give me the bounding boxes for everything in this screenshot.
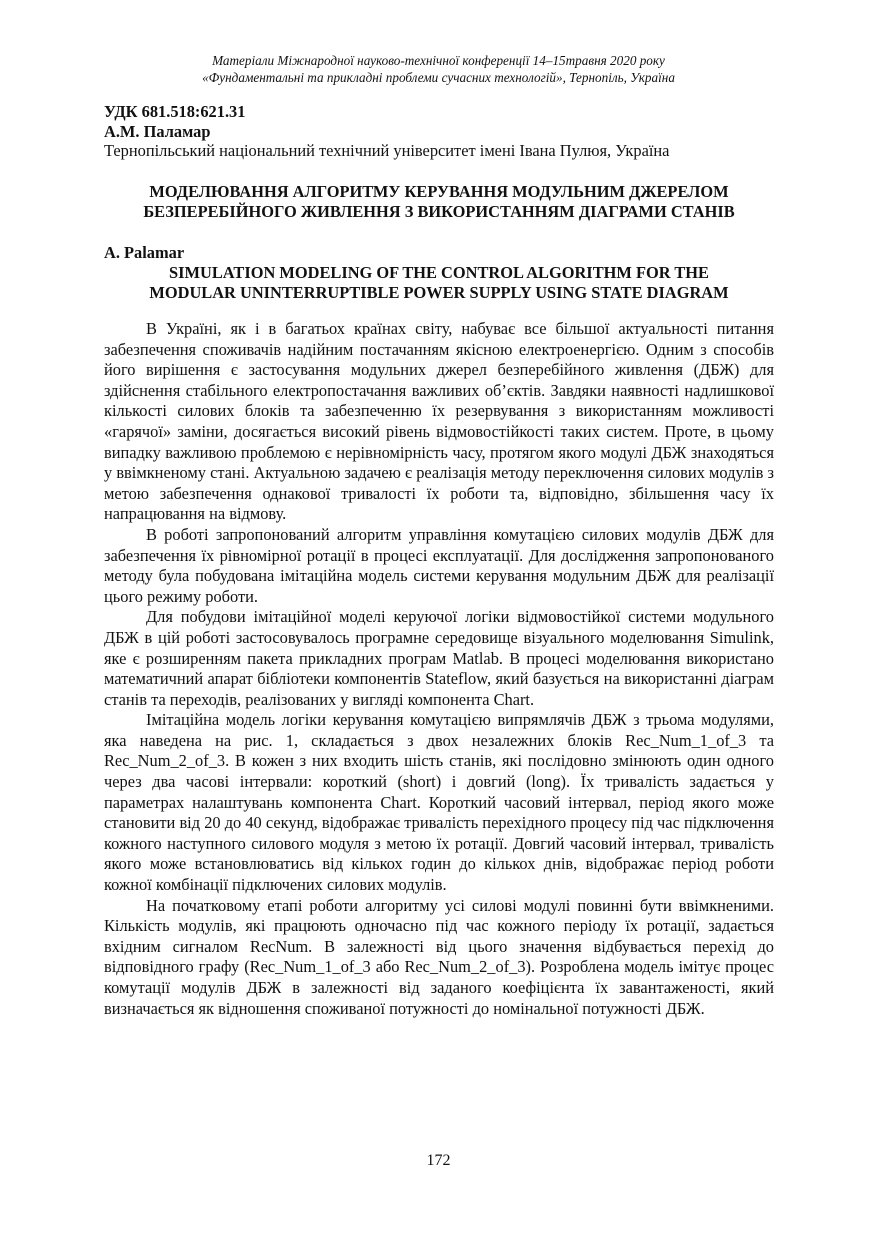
udc-code: УДК 681.518:621.31 <box>104 102 246 121</box>
author-affiliation: Тернопільський національний технічний університет імені Івана Пулюя, Україна <box>104 141 670 161</box>
author-name: А.М. Паламар <box>104 121 211 141</box>
body-paragraph-4: Імітаційна модель логіки керування комутацією випрямлячів ДБЖ з трьома модулями, яка наведена на рис. 1, складається з двох незалежних блоків Rec_Num_1_of_3 та Rec_Num_2_of_3. В кожен з них входить шість станів, які послідовно змінюють один одного через два часові інтервали: короткий (short) і довгий (long). Їх тривалість задається у параметрах налаштувань компонента Chart. Короткий часовий інтервал, період якого може становити від 20 до 40 секунд, відображає тривалість перехідного процесу під час підключення кожного наступного силового модуля з метою їх ротації. Довгий часовий інтервал, тривалість якого може встановлюватись від кількох годин до кількох днів, відображає період роботи кожної комбінації підключених силових модулів. <box>104 710 774 895</box>
title-ua-line-1: МОДЕЛЮВАННЯ АЛГОРИТМУ КЕРУВАННЯ МОДУЛЬНИМ ДЖЕРЕЛОМ <box>149 182 729 201</box>
body-paragraph-3: Для побудови імітаційної моделі керуючої логіки відмовостійкої системи модульного ДБЖ в цій роботі застосовувалось програмне середовище візуального моделювання Simulink, яке є розширенням пакета прикладних програм Matlab. В процесі моделювання використано математичний апарат бібліотеки компонентів Stateflow, який базується на використанні діаграм станів та переходів, реалізованих у вигляді компонента Chart. <box>104 607 774 709</box>
running-header-line-2: «Фундаментальні та прикладні проблеми сучасних технологій», Тернопіль, Україна <box>202 70 675 85</box>
running-header <box>100 52 777 86</box>
running-header-line-1: Матеріали Міжнародної науково-технічної конференції 14–15травня 2020 року <box>212 53 665 68</box>
page-number: 172 <box>426 1152 451 1169</box>
title-en-line-1: SIMULATION MODELING OF THE CONTROL ALGORITHM FOR THE <box>169 263 709 282</box>
body-paragraph-5: На початковому етапі роботи алгоритму усі силові модулі повинні бути ввімкненими. Кількість модулів, які працюють одночасно під час кожного періоду їх ротації, задається вхідним сигналом RecNum. В залежності від цього значення відбувається перехід до відповідного графу (Rec_Num_1_of_3 або Rec_Num_2_of_3). Розроблена модель імітує процес комутації модулів ДБЖ в залежності від заданого коефіцієнта їх завантаженості, який визначається як відношення споживаної потужності до номінальної потужності ДБЖ. <box>104 895 774 1018</box>
article-title-ukrainian <box>104 182 774 222</box>
article-body <box>104 319 774 1019</box>
author-name-english: A. Palamar <box>104 243 185 262</box>
article-title-english <box>104 263 774 303</box>
body-paragraph-1: В Україні, як і в багатьох країнах світу, набуває все більшої актуальності питання забезпечення споживачів надійним постачанням якісною електроенергією. Одним з способів його вирішення є застосування модульних джерел безперебійного живлення (ДБЖ) для здійснення стабільного електропостачання важливих об’єктів. Завдяки наявності надлишкової кількості силових блоків та забезпеченню їх резервування з використанням можливості «гарячої» заміни, досягається високий рівень відмовостійкості таких систем. Проте, в цьому випадку важливою проблемою є нерівномірність часу, протягом якого модулі ДБЖ знаходяться у ввімкненому стані. Актуальною задачею є реалізація методу переключення силових модулів з метою забезпечення однакової тривалості їх роботи та, відповідно, збільшення часу їх напрацювання на відмову. <box>104 319 774 524</box>
title-en-line-2: MODULAR UNINTERRUPTIBLE POWER SUPPLY USING STATE DIAGRAM <box>149 283 729 302</box>
article-meta <box>104 102 774 161</box>
title-ua-line-2: БЕЗПЕРЕБІЙНОГО ЖИВЛЕННЯ З ВИКОРИСТАННЯМ ДІАГРАМИ СТАНІВ <box>143 202 735 221</box>
body-paragraph-2: В роботі запропонований алгоритм управління комутацією силових модулів ДБЖ для забезпечення їх рівномірної ротації в процесі експлуатації. Для дослідження запропонованого методу була побудована імітаційна модель системи керування модульним ДБЖ для реалізації цього режиму роботи. <box>104 524 774 606</box>
